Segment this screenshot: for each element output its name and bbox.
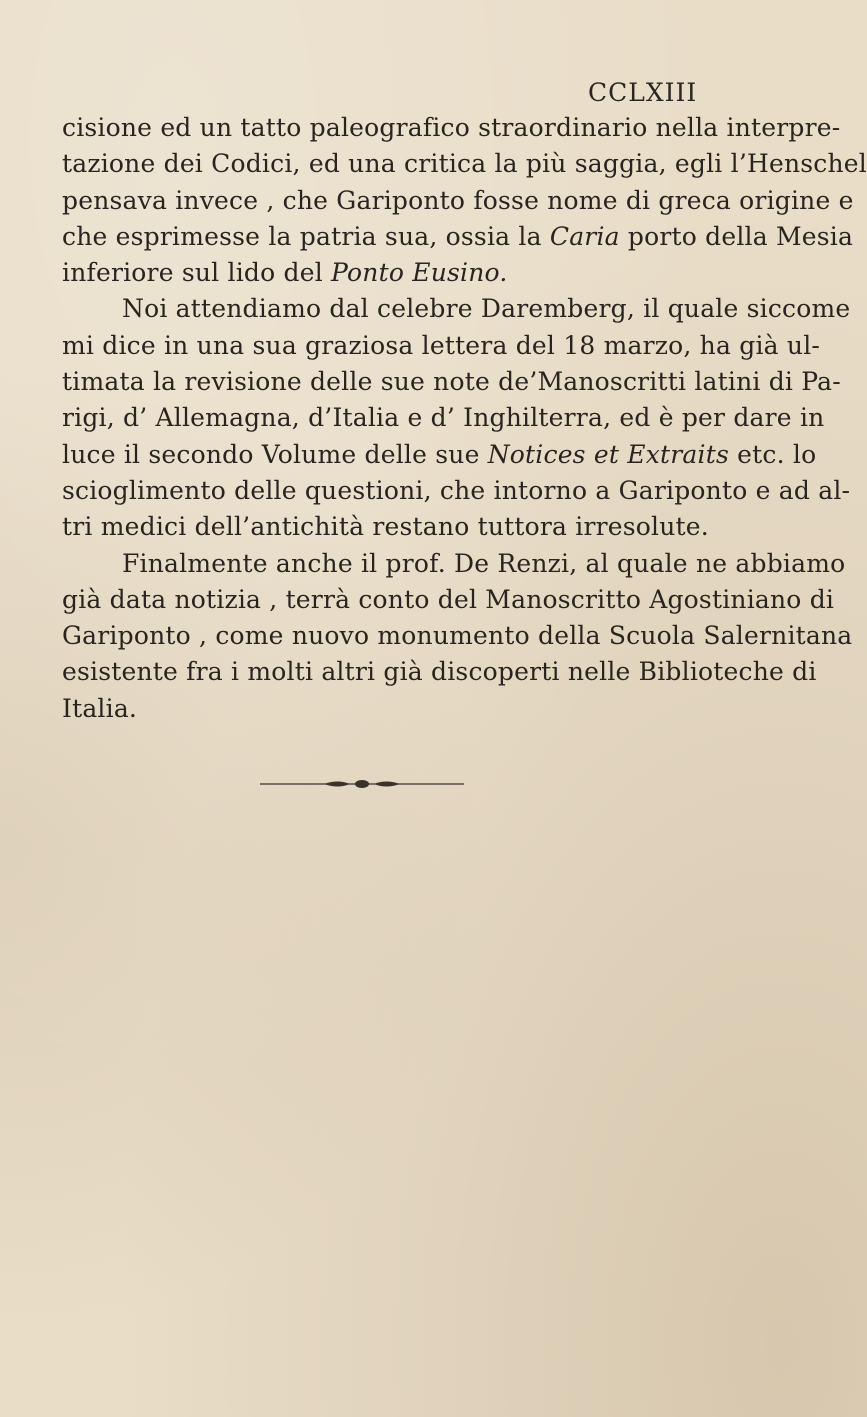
paragraph-1 [62, 110, 867, 291]
text-line: scioglimento delle questioni, che intorno a Gariponto e ad al- [62, 475, 851, 505]
text-line: esistente fra i molti altri già discoperti nelle Biblioteche di [62, 657, 817, 687]
text-line [62, 255, 752, 291]
text-line: Italia. [62, 693, 138, 723]
text-line [62, 219, 854, 255]
paragraph-3 [62, 546, 853, 727]
text-line: mi dice in una sua graziosa lettera del 18 marzo, ha già ul- [62, 330, 821, 360]
text-line: Noi attendiamo dal celebre Daremberg, il quale siccome [122, 294, 851, 324]
text-line: cisione ed un tatto paleografico straordinario nella interpre- [62, 113, 841, 142]
text-line: Finalmente anche il prof. De Renzi, al quale ne abbiamo [122, 548, 846, 578]
text-segment: luce il secondo Volume delle sue [62, 439, 488, 469]
paragraph-2 [62, 291, 851, 545]
rule-ornament-icon [260, 777, 464, 791]
text-line: timata la revisione delle sue note de’Manoscritti latini di Pa- [62, 367, 841, 397]
text-segment: inferiore sul lido del [62, 258, 332, 288]
text-segment: etc. lo [728, 439, 817, 469]
italic-term: Caria [549, 221, 620, 251]
text-line: tri medici dell’antichità restano tuttora irresolute. [62, 512, 709, 542]
body-text [62, 110, 867, 727]
page-number: CCLXIII [588, 78, 698, 107]
text-line: tazione dei Codici, ed una critica la più saggia, egli l’Henschel [62, 149, 867, 179]
text-line: già data notizia , terrà conto del Manoscritto Agostiniano di [62, 584, 835, 614]
text-line: pensava invece , che Gariponto fosse nome di greca origine e [62, 185, 854, 215]
text-line: Gariponto , come nuovo monumento della Scuola Salernitana [62, 621, 853, 651]
text-line: rigi, d’ Allemagna, d’Italia e d’ Inghilterra, ed è per dare in [62, 403, 825, 433]
text-segment: porto della Mesia [619, 221, 854, 251]
italic-term: Ponto Eusino. [331, 258, 508, 288]
text-line [62, 437, 817, 473]
text-segment: che esprimesse la patria sua, ossia la [62, 221, 550, 251]
italic-term: Notices et Extraits [487, 439, 729, 469]
